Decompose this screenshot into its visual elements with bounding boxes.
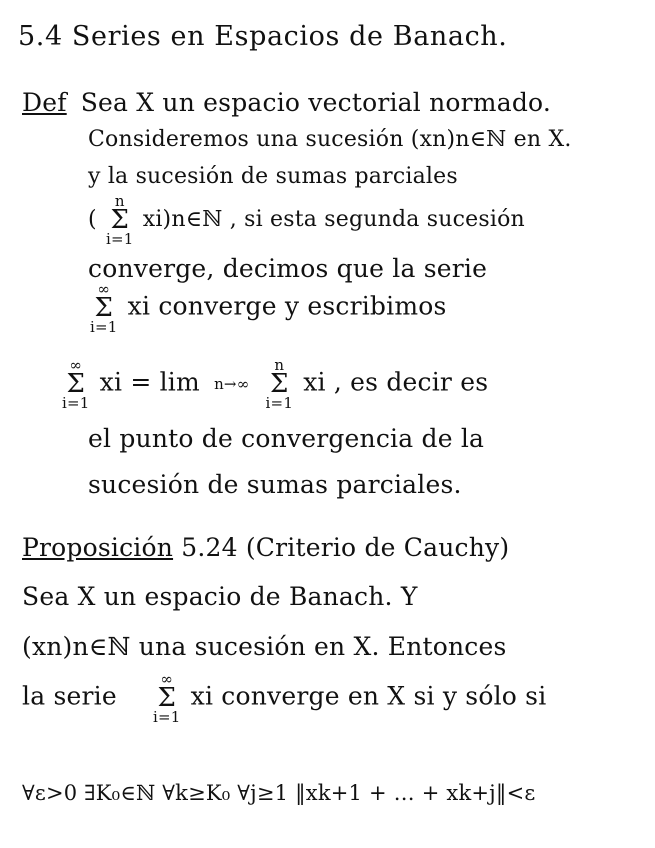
definition-line-4 xyxy=(88,194,525,246)
sum-criterion xyxy=(153,672,181,724)
sum-series-upper: ∞ xyxy=(97,280,111,298)
definition-line-7 xyxy=(60,358,488,410)
sum-finite-upper: n xyxy=(274,356,285,374)
definition-line-5: converge, decimos que la serie xyxy=(88,254,488,283)
definition-line-6 xyxy=(88,282,447,334)
limit-subscript-box xyxy=(214,377,249,391)
equation-mid: xi = lim xyxy=(99,367,200,397)
sigma-symbol: Σ xyxy=(270,369,289,399)
sum-criterion-lower: i=1 xyxy=(152,708,181,726)
sigma-symbol: Σ xyxy=(157,683,177,713)
sum-finite xyxy=(266,358,294,410)
definition-line-8: el punto de convergencia de la xyxy=(88,424,485,453)
sum-partial-upper: n xyxy=(114,192,125,210)
section-title: 5.4 Series en Espacios de Banach. xyxy=(18,21,508,52)
definition-line-9: sucesión de sumas parciales. xyxy=(88,470,462,499)
proposition-label: Proposición xyxy=(22,533,174,562)
sum-partial xyxy=(106,194,134,246)
sum-infinite-lower: i=1 xyxy=(62,394,90,412)
sum-infinite xyxy=(62,358,90,410)
proposition-line-1: Sea X un espacio de Banach. Y xyxy=(22,582,418,611)
proposition-heading xyxy=(22,533,509,563)
definition-line-2: Consideremos una sucesión (xn)n∈ℕ en X. xyxy=(88,127,572,152)
sum-infinite-upper: ∞ xyxy=(69,356,83,374)
sum-partial-lower: i=1 xyxy=(106,230,134,248)
sum-finite-lower: i=1 xyxy=(265,394,294,412)
cauchy-criterion-formula: ∀ε>0 ∃K₀∈ℕ ∀k≥K₀ ∀j≥1 ‖xk+1 + … + xk+j‖<ε xyxy=(22,781,536,805)
sum-criterion-upper: ∞ xyxy=(160,670,174,688)
proposition-line-3 xyxy=(22,672,546,724)
proposition-line-3-pre: la serie xyxy=(22,681,117,711)
definition-line-1 xyxy=(22,88,551,118)
sum-series-lower: i=1 xyxy=(90,318,118,336)
sum-series xyxy=(90,282,118,334)
definition-line-6-text: xi converge y escribimos xyxy=(127,291,447,321)
limit-subscript: n→∞ xyxy=(214,375,250,393)
definition-line-4-text: xi)n∈ℕ , si esta segunda sucesión xyxy=(142,207,525,232)
definition-line-3: y la sucesión de sumas parciales xyxy=(88,164,458,189)
equation-tail: xi , es decir es xyxy=(303,367,489,397)
definition-label: Def xyxy=(22,88,67,117)
sigma-symbol: Σ xyxy=(94,293,114,323)
proposition-line-3-text: xi converge en X si y sólo si xyxy=(190,681,547,711)
sigma-symbol: Σ xyxy=(66,369,86,399)
definition-text-1: Sea X un espacio vectorial normado. xyxy=(80,88,551,117)
definition-line-4-open: ( xyxy=(88,207,97,232)
proposition-line-2: (xn)n∈ℕ una sucesión en X. Entonces xyxy=(22,632,507,661)
proposition-title: 5.24 (Criterio de Cauchy) xyxy=(181,533,510,562)
sigma-symbol: Σ xyxy=(110,205,130,235)
